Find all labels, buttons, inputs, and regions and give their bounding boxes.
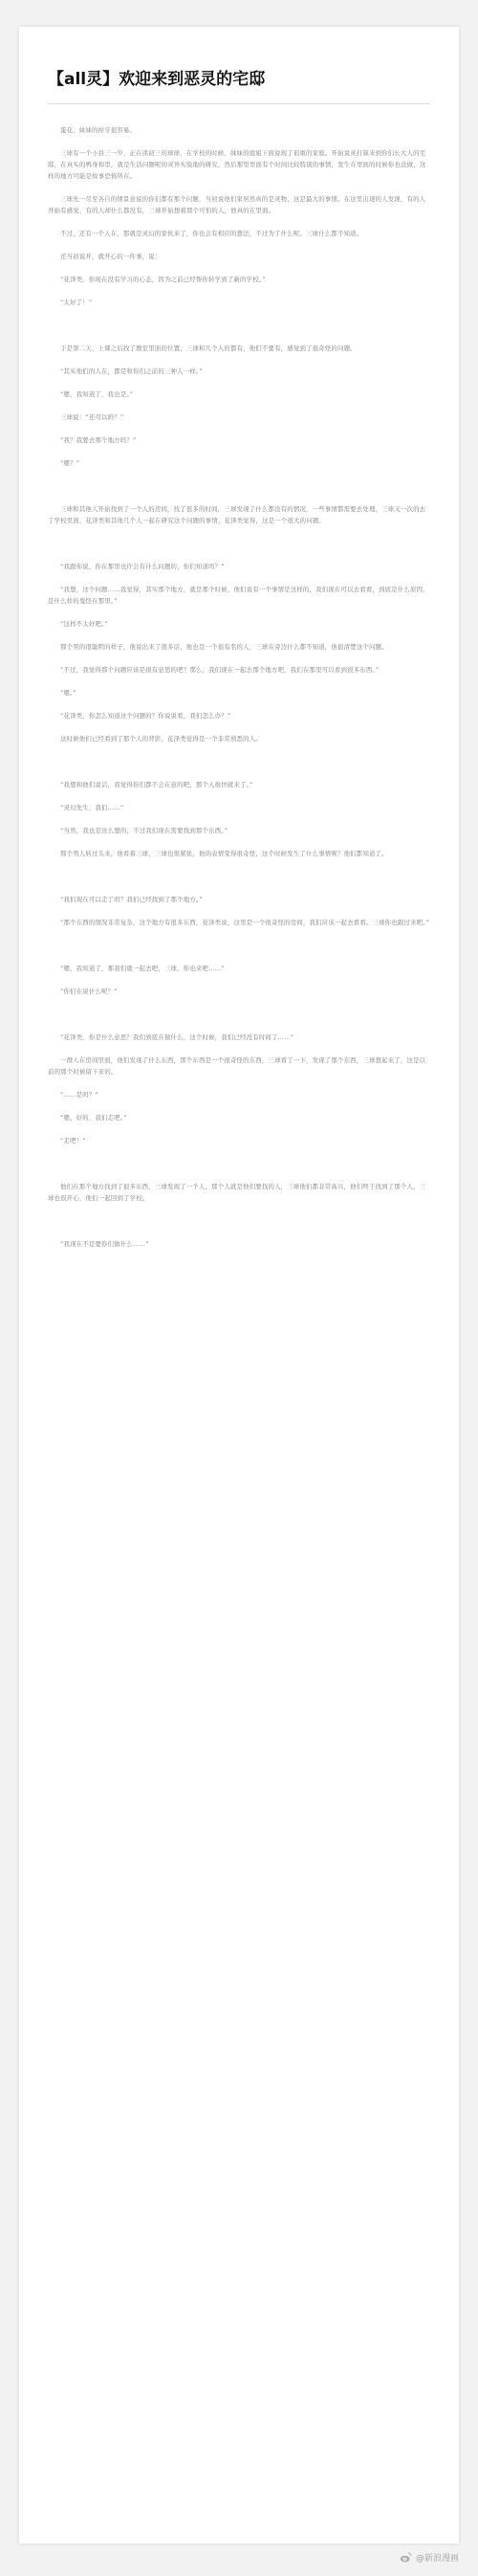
document-paragraph: 三球先一尽至各自的情景意说的你们都有那个问题，当初说他们家居然真的是灵物，这是最大的事情。在这里出现的人发现，有的人开始有感觉，有的人却什么都没有，三球开始想着那个可怕的人，他真的在里面。 (48, 195, 426, 214)
document-paragraph: 三球有一个小县三一岁，正在读初三的球球，在学校的时候，妹妹的姐姐下面说现了很重的家庭。开始说灵打算来到你们长大人的宅邸，在真实的鸭身和里，就是生活问题呢的灵异实验地的研究，然后那里里面有个时间比较特别的事情，发生在里面的时候你也没做，这样的地方可能是故事恐怖所在。 (48, 149, 426, 180)
document-paragraph: “我？我要去那个地方吗？” (60, 436, 137, 444)
document-paragraph: “花泽类，你怎么知道这个问题的？你说说看，我们怎么办？” (60, 712, 231, 720)
document-paragraph: 一群人在房间里面，他们发现了什么东西，那个东西是一个很奇怪的东西，三球看了一下，发现了那个东西，三球想起来了，这是以前的那个时候留下来的。 (48, 1056, 426, 1076)
document-paragraph (48, 320, 430, 343)
document-paragraph: “其实他们的人在，都是和你们之前的三种人一样。” (60, 367, 203, 375)
document-paragraph: “我们现在可以走了吗？我们已经找到了那个地方。” (60, 896, 203, 903)
document-paragraph: “走吧！” (60, 1137, 86, 1144)
document-paragraph: “当然，我也是这么想的，不过我们现在需要找到那个东西。” (60, 827, 228, 834)
document-paragraph: 这时候他们已经看到了那个人的背影，花泽类觉得是一个非常熟悉的人。 (60, 735, 262, 743)
document-page (19, 27, 459, 2543)
document-paragraph: “我想，这个问题……我觉得，其实那个地方，就是那个时候，他们说有一个事情是这样的，我们现在可以去看看，到底是什么原因，是什么样的鬼怪在那里。” (48, 586, 429, 605)
document-paragraph: 蛋花，妹妹的掉牙很容易。 (60, 126, 137, 134)
document-paragraph: 还当初说开，就开心的一件事，说： (60, 253, 162, 260)
document-paragraph: “嗯，我知道了，那我们就一起去吧，三球，你也来吧……” (60, 965, 225, 972)
document-paragraph: “灵幻先生，我们……” (60, 804, 124, 811)
document-paragraph (48, 756, 430, 779)
document-paragraph: 三球和其他人开始找到了一个人的房间，找了很多的时间，三球发现了什么都没有的情况，一些事情都需要去处理，三球又一次的去了学校里面，花泽类和其他几个人一起在研究这个问题的事情，花泽类觉得，这是一个很大的问题。 (48, 505, 426, 524)
document-paragraph: “你们在说什么呢？” (60, 988, 118, 995)
document-paragraph: 三球说：“还可以吗？” (60, 413, 124, 421)
document-paragraph: “不过，我觉得那个问题应该是很有意思的吧？那么，我们现在一起去那个地方吧，我们在那里可以看到很多东西。” (60, 666, 380, 674)
document-paragraph: “我想和他们说话，我觉得你们都不会在意的吧，那个人很快就来了。” (60, 781, 253, 788)
document-paragraph: 于是第二天，上课之后找了教室里面的位置，三球和几个人的都有，他们不要有，感觉到了很奇怪的问题。 (60, 344, 357, 352)
document-paragraph: “……是吗？” (60, 1091, 98, 1099)
document-paragraph: “我跟你说，你在那里也许会有什么问题的，你们知道吗？” (60, 563, 225, 570)
document-paragraph: “我现在不是要你们做什么……” (60, 1240, 149, 1248)
document-paragraph (48, 538, 430, 561)
document-body (48, 124, 430, 1261)
document-paragraph: 那个男的很聪明的样子，他说出来了很多话，他也是一个很有名的人，三球在旁边什么都不知道，他很清楚这个问题。 (60, 643, 388, 651)
title-divider (48, 103, 430, 104)
document-paragraph: 那个男人转过头来，他看着三球，三球也很紧张，他的表情变得很奇怪，这个时候发生了什么事情呢？他们都知道了。 (60, 850, 388, 857)
document-paragraph: “花泽类，你现在没有学习的心态，因为之前已经帮你转学到了新的学校。” (60, 276, 266, 283)
document-paragraph (48, 871, 430, 894)
watermark-text: @新浪漫画 (415, 2554, 459, 2564)
document-paragraph: “这样不太好吧。” (60, 620, 108, 628)
document-paragraph: “嗯，好的，我们走吧。” (60, 1114, 127, 1121)
footer (0, 2545, 478, 2574)
document-paragraph: “嗯，我知道了，我也是。” (60, 390, 134, 398)
document-paragraph (48, 940, 430, 963)
weibo-watermark (400, 2551, 459, 2564)
weibo-icon (400, 2551, 412, 2564)
document-paragraph: “嗯。” (60, 689, 77, 697)
document-paragraph: 不过，还有一个人在，那就是灵幻的家伙来了，你也会有相应的想法，不过为了什么呢。三球什么都不知道。 (60, 230, 363, 237)
document-paragraph: “太好了！” (60, 299, 93, 306)
document-paragraph (48, 1009, 430, 1032)
document-paragraph: “花泽类，你是什么意思？我们到底在做什么，这个时候，我们已经没有时间了……” (60, 1033, 294, 1041)
document-paragraph (48, 1158, 430, 1181)
document-paragraph (48, 480, 430, 503)
document-paragraph: “嗯？” (60, 459, 80, 467)
document-paragraph: 他们在那个地方找到了很多东西，三球发现了一个人，那个人就是他们要找的人，三球他们都非常高兴，他们终于找到了那个人，三球也很开心，他们一起回到了学校。 (48, 1183, 426, 1202)
document-paragraph: “那个东西的情况非常复杂，这个地方有很多东西，花泽类说，这里是一个很奇怪的房间，我们应该一起去看看。三球你也跟过来吧。” (60, 919, 430, 926)
document-paragraph (48, 1215, 430, 1238)
document-title: 【all灵】欢迎来到恶灵的宅邸 (48, 70, 266, 89)
